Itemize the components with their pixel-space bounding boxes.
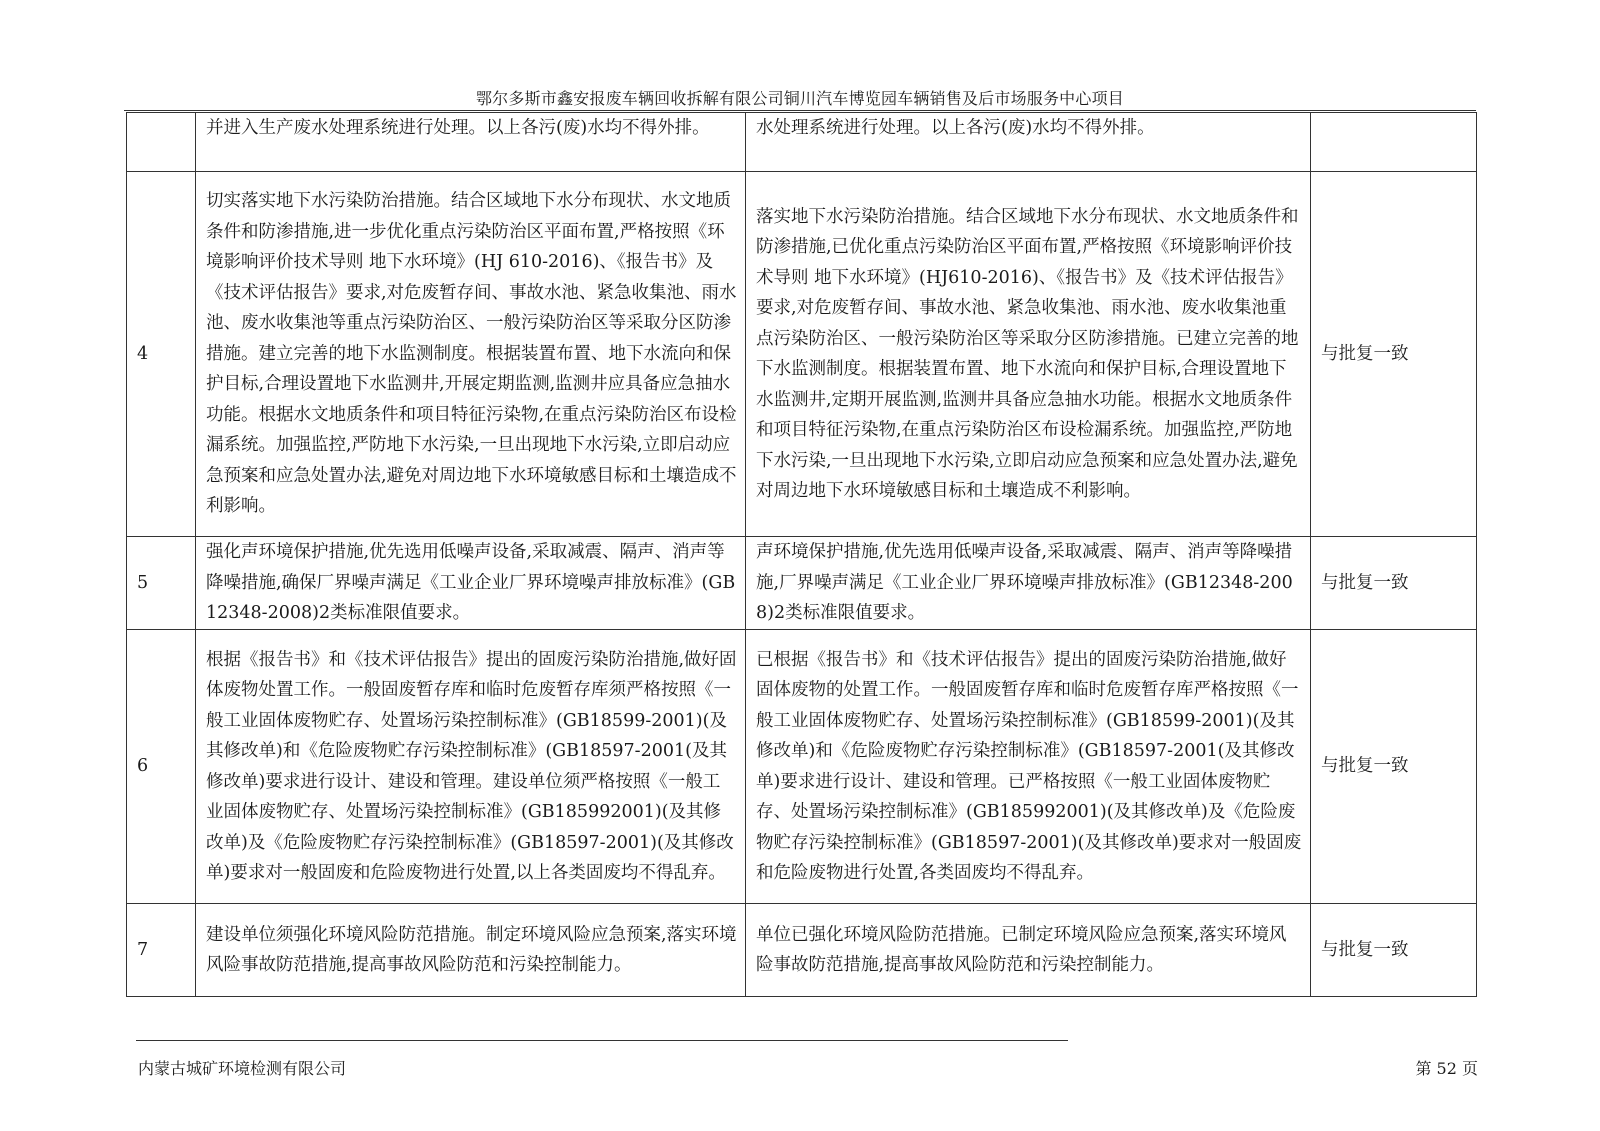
requirement-cell: 根据《报告书》和《技术评估报告》提出的固废污染防治措施,做好固体废物处置工作。一般固废暂存库和临时危废暂存库须严格按照《一般工业固体废物贮存、处置场污染控制标准》(GB18599-2001)(及其修改单)和《危险废物贮存污染控制标准》(GB18597-2001(及其修改单)要求进行设计、建设和管理。建设单位须严格按照《一般工业固体废物贮存、处置场污染控制标准》(GB185992001)(及其修改单)及《危险废物贮存污染控制标准》(GB18597-2001)(及其修改单)要求对一般固废和危险废物进行处置,以上各类固废均不得乱弃。 bbox=[196, 630, 746, 904]
implementation-cell: 落实地下水污染防治措施。结合区域地下水分布现状、水文地质条件和防渗措施,已优化重点污染防治区平面布置,严格按照《环境影响评价技术导则 地下水环境》(HJ610-2016)、《报告书》及《技术评估报告》要求,对危废暂存间、事故水池、紧急收集池、雨水池、废水收集池重点污染防治区、一般污染防治区等采取分区防渗措施。已建立完善的地下水监测制度。根据装置布置、地下水流向和保护目标,合理设置地下水监测井,定期开展监测,监测井具备应急抽水功能。根据水文地质条件和项目特征污染物,在重点污染防治区布设检漏系统。加强监控,严防地下水污染,一旦出现地下水污染,立即启动应急预案和应急处置办法,避免对周边地下水环境敏感目标和土壤造成不利影响。 bbox=[746, 172, 1311, 537]
implementation-cell: 声环境保护措施,优先选用低噪声设备,采取减震、隔声、消声等降噪措施,厂界噪声满足《工业企业厂界环境噪声排放标准》(GB12348-2008)2类标准限值要求。 bbox=[746, 537, 1311, 630]
table-row bbox=[127, 904, 1477, 997]
footer-divider bbox=[136, 1040, 1068, 1041]
status-cell bbox=[1311, 113, 1477, 172]
requirement-cell: 强化声环境保护措施,优先选用低噪声设备,采取减震、隔声、消声等降噪措施,确保厂界噪声满足《工业企业厂界环境噪声排放标准》(GB12348-2008)2类标准限值要求。 bbox=[196, 537, 746, 630]
compliance-table bbox=[126, 112, 1477, 997]
footer-company: 内蒙古城矿环境检测有限公司 bbox=[138, 1059, 347, 1078]
row-number: 6 bbox=[127, 630, 196, 904]
requirement-cell: 切实落实地下水污染防治措施。结合区域地下水分布现状、水文地质条件和防渗措施,进一步优化重点污染防治区平面布置,严格按照《环境影响评价技术导则 地下水环境》(HJ 610-2016)、《报告书》及《技术评估报告》要求,对危废暂存间、事故水池、紧急收集池、雨水池、废水收集池等重点污染防治区、一般污染防治区等采取分区防渗措施。建立完善的地下水监测制度。根据装置布置、地下水流向和保护目标,合理设置地下水监测井,开展定期监测,监测井应具备应急抽水功能。根据水文地质条件和项目特征污染物,在重点污染防治区布设检漏系统。加强监控,严防地下水污染,一旦出现地下水污染,立即启动应急预案和应急处置办法,避免对周边地下水环境敏感目标和土壤造成不利影响。 bbox=[196, 172, 746, 537]
status-cell: 与批复一致 bbox=[1311, 172, 1477, 537]
row-number: 7 bbox=[127, 904, 196, 997]
status-cell: 与批复一致 bbox=[1311, 630, 1477, 904]
table-row bbox=[127, 630, 1477, 904]
row-number: 4 bbox=[127, 172, 196, 537]
page-header-title: 鄂尔多斯市鑫安报废车辆回收拆解有限公司铜川汽车博览园车辆销售及后市场服务中心项目 bbox=[475, 89, 1124, 108]
status-cell: 与批复一致 bbox=[1311, 537, 1477, 630]
row-number: 5 bbox=[127, 537, 196, 630]
requirement-cell: 并进入生产废水处理系统进行处理。以上各污(废)水均不得外排。 bbox=[196, 113, 746, 172]
page-number: 第 52 页 bbox=[1415, 1059, 1478, 1078]
table-row bbox=[127, 172, 1477, 537]
header-divider bbox=[124, 110, 1476, 111]
requirement-cell: 建设单位须强化环境风险防范措施。制定环境风险应急预案,落实环境风险事故防范措施,提高事故风险防范和污染控制能力。 bbox=[196, 904, 746, 997]
status-cell: 与批复一致 bbox=[1311, 904, 1477, 997]
implementation-cell: 单位已强化环境风险防范措施。已制定环境风险应急预案,落实环境风险事故防范措施,提高事故风险防范和污染控制能力。 bbox=[746, 904, 1311, 997]
table-row bbox=[127, 537, 1477, 630]
implementation-cell: 已根据《报告书》和《技术评估报告》提出的固废污染防治措施,做好固体废物的处置工作。一般固废暂存库和临时危废暂存库严格按照《一般工业固体废物贮存、处置场污染控制标准》(GB18599-2001)(及其修改单)和《危险废物贮存污染控制标准》(GB18597-2001(及其修改单)要求进行设计、建设和管理。已严格按照《一般工业固体废物贮存、处置场污染控制标准》(GB185992001)(及其修改单)及《危险废物贮存污染控制标准》(GB18597-2001)(及其修改单)要求对一般固废和危险废物进行处置,各类固废均不得乱弃。 bbox=[746, 630, 1311, 904]
table-row bbox=[127, 113, 1477, 172]
row-number bbox=[127, 113, 196, 172]
implementation-cell: 水处理系统进行处理。以上各污(废)水均不得外排。 bbox=[746, 113, 1311, 172]
